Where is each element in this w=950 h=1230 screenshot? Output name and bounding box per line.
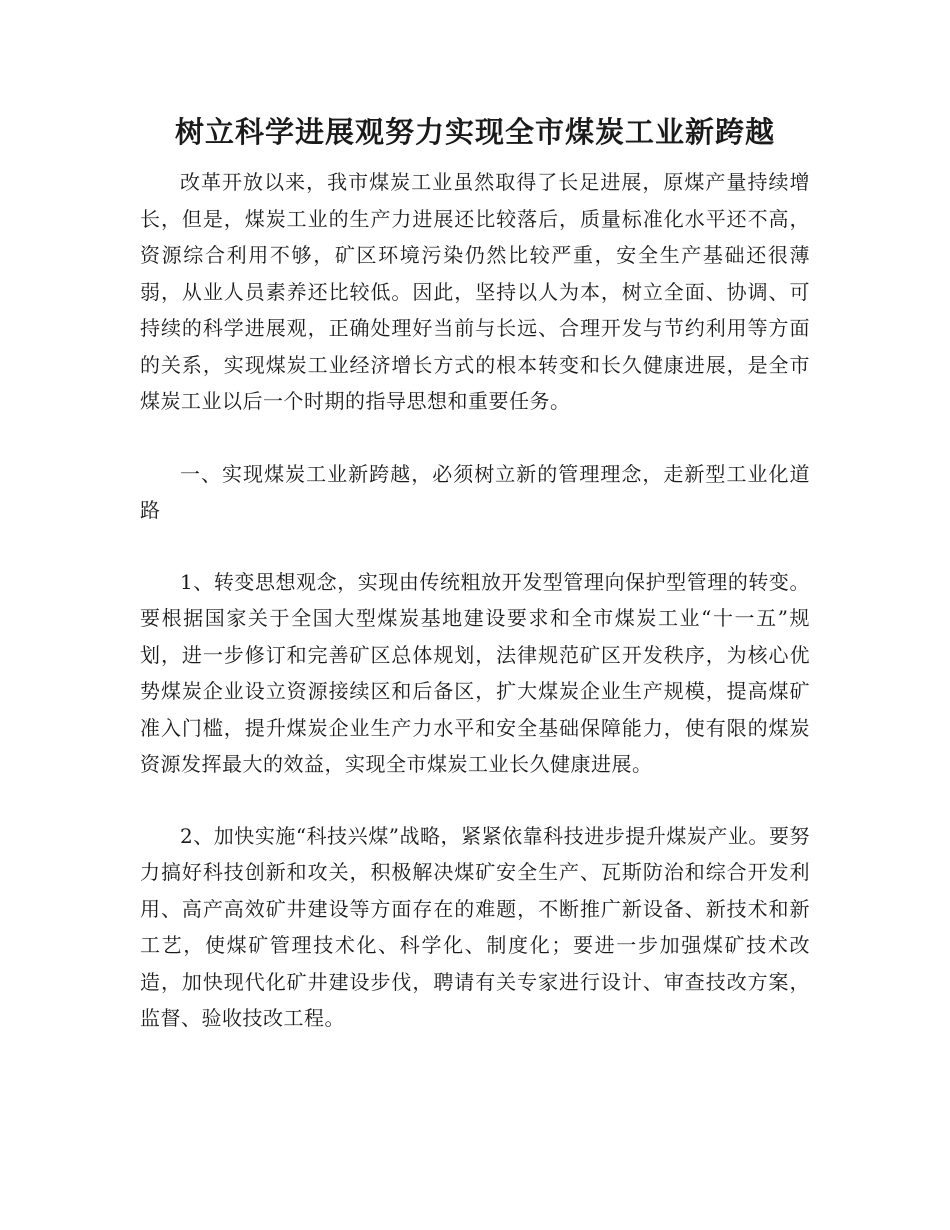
paragraph-item-1: 1、转变思想观念，实现由传统粗放开发型管理向保护型管理的转变。要根据国家关于全国大型煤炭基地建设要求和全市煤炭工业“十一五”规划，进一步修订和完善矿区总体规划，法律规范矿区开发秩序，为核心优势煤炭企业设立资源接续区和后备区，扩大煤炭企业生产规模，提高煤矿准入门槛，提升煤炭企业生产力水平和安全基础保障能力，使有限的煤炭资源发挥最大的效益，实现全市煤炭工业长久健康进展。	[140, 569, 810, 776]
document-title: 树立科学进展观努力实现全市煤炭工业新跨越	[174, 115, 775, 149]
section-heading-1: 一、实现煤炭工业新跨越，必须树立新的管理理念，走新型工业化道路	[140, 461, 810, 522]
paragraph-item-2: 2、加快实施“科技兴煤”战略，紧紧依靠科技进步提升煤炭产业。要努力搞好科技创新和攻关，积极解决煤矿安全生产、瓦斯防治和综合开发利用、高产高效矿井建设等方面存在的难题，不断推广新设备、新技术和新工艺，使煤矿管理技术化、科学化、制度化；要进一步加强煤矿技术改造，加快现代化矿井建设步伐，聘请有关专家进行设计、审查技改方案，监督、验收技改工程。	[140, 823, 810, 1030]
paragraph-intro: 改革开放以来，我市煤炭工业虽然取得了长足进展，原煤产量持续增长，但是，煤炭工业的生产力进展还比较落后，质量标准化水平还不高，资源综合利用不够，矿区环境污染仍然比较严重，安全生产基础还很薄弱，从业人员素养还比较低。因此，坚持以人为本，树立全面、协调、可持续的科学进展观，正确处理好当前与长远、合理开发与节约利用等方面的关系，实现煤炭工业经济增长方式的根本转变和长久健康进展，是全市煤炭工业以后一个时期的指导思想和重要任务。	[140, 170, 810, 413]
document-page	[140, 112, 810, 1037]
